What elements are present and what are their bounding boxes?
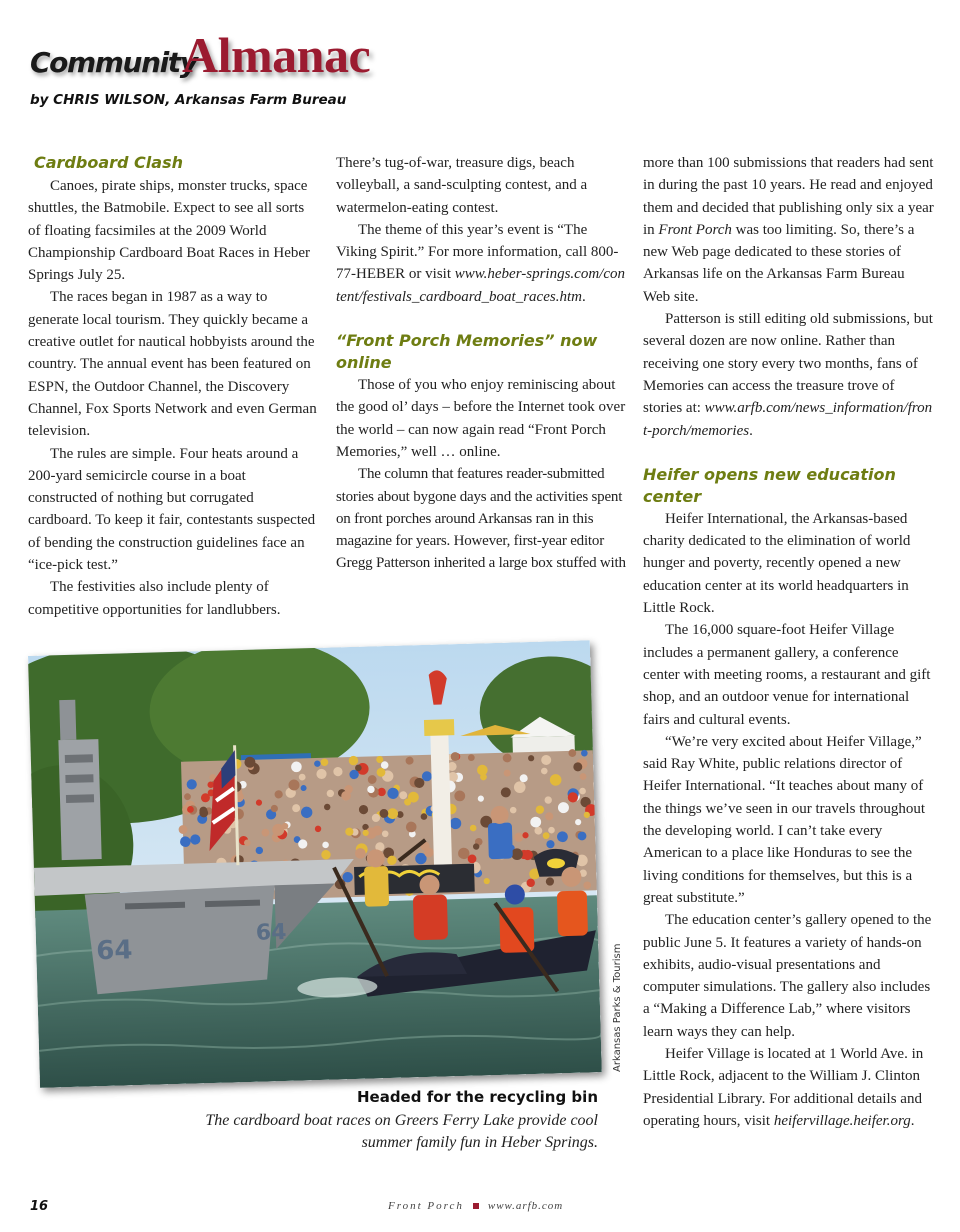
paragraph: Those of you who enjoy reminiscing about the good ol’ days – before the Internet took over the world – can now again read “Front Porch Memories,” well … online. [336, 377, 626, 460]
caption-text: The cardboard boat races on Greers Ferry Lake provide cool summer family fun in Heber Springs. [205, 1112, 598, 1151]
heading-cardboard-clash: Cardboard Clash [34, 153, 183, 172]
event-link[interactable]: www.heber-springs.com/content/festivals_cardboard_boat_races.htm [336, 266, 625, 305]
paragraph: The education center’s gallery opened to the public June 5. It features a variety of hands-on exhibits, audio-visual presentations and computer simulations. The gallery also includes a “Making a Difference Lab,” where visitors learn ways they can help. [643, 912, 932, 1040]
paragraph: Canoes, pirate ships, monster trucks, space shuttles, the Batmobile. Expect to see all sorts of floating facsimiles at the 2009 World Championship Cardboard Boat Races in Heber Springs July 25. [28, 178, 311, 284]
hull-number-left: 64 [95, 935, 133, 967]
paragraph: The festivities also include plenty of competitive opportunities for landlubbers. [28, 579, 281, 618]
boat-race-photo [28, 640, 602, 1088]
square-bullet-icon [473, 1203, 479, 1209]
caption-title: Headed for the recycling bin [356, 1088, 598, 1106]
paragraph: The column that features reader-submitted stories about bygone days and the activities spent on front porches around Arkansas ran in this magazine for years. However, first-year editor Gregg Patterson inherited a large box stuffed with [336, 466, 626, 572]
heading-front-porch-memories: “Front Porch Memories” now online [336, 331, 598, 373]
column-3 [643, 152, 935, 1132]
masthead-almanac: Almanac [182, 27, 371, 83]
heading-heifer: Heifer opens new education center [643, 464, 896, 506]
photo-credit: Arkansas Parks & Tourism [612, 943, 623, 1072]
boat-race-illustration [28, 640, 602, 1088]
byline: by CHRIS WILSON, Arkansas Farm Bureau [30, 92, 347, 108]
paragraph: The theme of this year’s event is “The Viking Spirit.” For more information, call 800-77-HEBER or visit www.heber-springs.com/content/festivals_cardboard_boat_races.htm. [336, 221, 625, 305]
paragraph: The 16,000 square-foot Heifer Village includes a permanent gallery, a conference center with meeting rooms, a restaurant and gift shop, and an outdoor venue for international fairs and cultural events. [643, 622, 931, 728]
paragraph: more than 100 submissions that readers had sent in during the past 10 years. He read and enjoyed them and decided that publishing only six a year in Front Porch was too limiting. So, there’s a new Web page dedicated to these stories of Arkansas life on the Arkansas Farm Bureau Web site. [643, 155, 934, 305]
paragraph: Heifer Village is located at 1 World Ave. in Little Rock, adjacent to the William J. Clinton Presidential Library. For additional details and operating hours, visit heifervillage.heifer.org. [643, 1045, 924, 1129]
paragraph: There’s tug-of-war, treasure digs, beach volleyball, a sand-sculpting contest, and a watermelon-eating contest. [336, 155, 588, 216]
paragraph: The races began in 1987 as a way to generate local tourism. They quickly became a creative outlet for nautical hobbyists around the country. The annual event has been featured on ESPN, the Outdoor Channel, the Discovery Channel, Fox Sports Network and even German television. [28, 289, 317, 440]
hull-number-right: 64 [255, 919, 287, 946]
column-2 [336, 152, 626, 575]
paragraph: Patterson is still editing old submissions, but several dozen are now online. Rather than receiving one story every two months, fans of Memories can access the treasure trove of stories at: www.arfb.com/news_information/front-porch/memories. [643, 311, 933, 439]
column-1 [28, 152, 318, 621]
footer-magazine: Front Porch [388, 1200, 464, 1212]
paragraph: The rules are simple. Four heats around a 200-yard semicircle course in a boat constructed of nothing but corrugated cardboard. To keep it fair, contestants suspected of bending the construction guidelines face an “ice-pick test.” [28, 445, 316, 574]
paragraph: “We’re very excited about Heifer Village,” said Ray White, public relations director of Heifer International. “It teaches about many of the things we’ve seen in our travels throughout the developing world. I can’t take every American to a place like Honduras to see the living conditions for themselves, but this is a great substitute.” [643, 733, 926, 906]
footer-url[interactable]: www.arfb.com [487, 1200, 564, 1212]
masthead-community: Community [30, 46, 197, 79]
heifer-link[interactable]: heifervillage.heifer.org [773, 1112, 911, 1129]
paragraph: Heifer International, the Arkansas-based charity dedicated to the elimination of world hunger and poverty, recently opened a new education center at its world headquarters in Little Rock. [643, 510, 911, 617]
page-number: 16 [30, 1199, 49, 1214]
memories-link[interactable]: www.arfb.com/news_information/front-porch/memories [643, 400, 933, 439]
footer [388, 1200, 563, 1212]
